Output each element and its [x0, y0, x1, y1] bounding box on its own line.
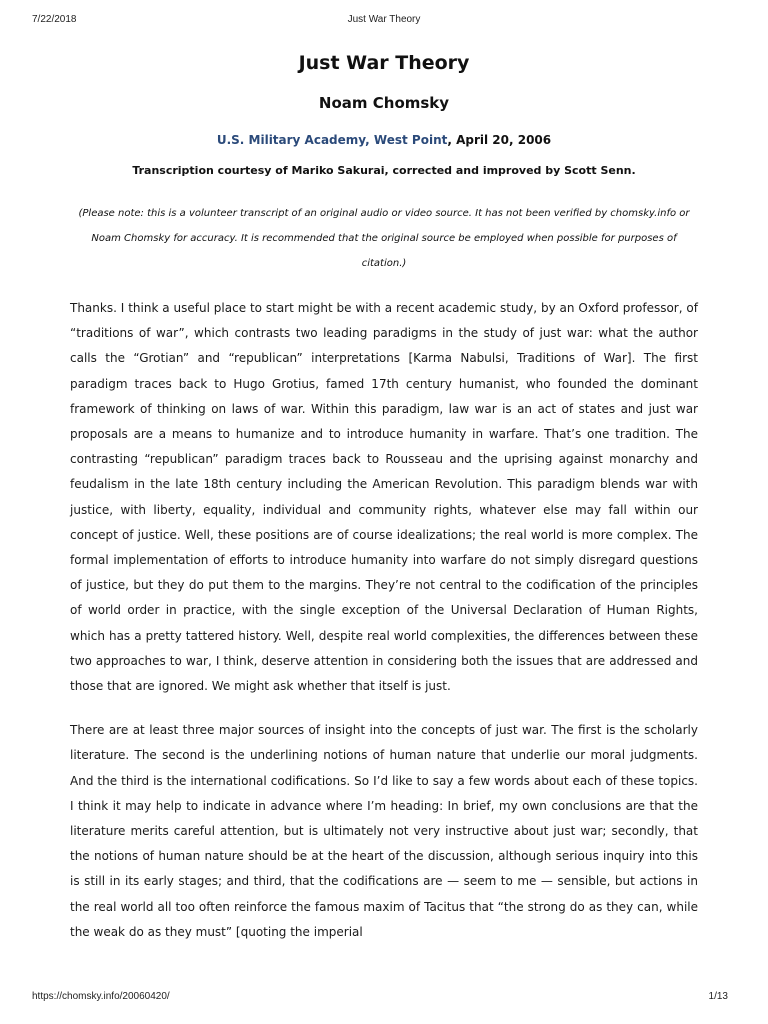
transcription-credit: Transcription courtesy of Mariko Sakurai, corrected and improved by Scott Senn.: [132, 164, 636, 177]
transcript-note: (Please note: this is a volunteer transcript of an original audio or video source. It has not been verified by chomsky.info or Noam Chomsky for accuracy. It is recommended that the original source be employed when possible for purposes of citation.): [78, 208, 690, 269]
article-venue: [70, 130, 698, 150]
print-date: 7/22/2018: [32, 14, 77, 25]
print-url: https://chomsky.info/20060420/: [32, 991, 170, 1002]
print-footer: [0, 991, 768, 1007]
venue-link[interactable]: U.S. Military Academy, West Point: [216, 133, 448, 147]
article: [70, 44, 698, 945]
body-paragraph: There are at least three major sources of insight into the concepts of just war. The first is the scholarly literature. The second is the underlining notions of human nature that underlie our moral judgments. And the third is the international codifications. So I’d like to say a few words about each of these topics. I think it may help to indicate in advance where I’m heading: In brief, my own conclusions are that the literature merits careful attention, but is ultimately not very instructive about just war; secondly, that the notions of human nature should be at the heart of the discussion, although serious inquiry into this is still in its early stages; and third, that the codifications are — seem to me — sensible, but actions in the real world all too often reinforce the famous maxim of Tacitus that “the strong do as they can, while the weak do as they must” [quoting the imperial: [70, 723, 698, 939]
body-paragraph: Thanks. I think a useful place to start might be with a recent academic study, by an Oxford professor, of “traditions of war”, which contrasts two leading paradigms in the study of just war: what the author calls the “Grotian” and “republican” interpretations [Karma Nabulsi, Traditions of War]. The first paradigm traces back to Hugo Grotius, famed 17th century humanist, who founded the dominant framework of thinking on laws of war. Within this paradigm, law war is an act of states and just war proposals are a means to humanize and to introduce humanity in warfare. That’s one tradition. The contrasting “republican” paradigm traces back to Rousseau and the uprising against monarchy and feudalism in the late 18th century including the American Revolution. This paradigm blends war with justice, with liberty, equality, individual and community rights, whatever else may fall within our concept of justice. Well, these positions are of course idealizations; the real world is more complex. The formal implementation of efforts to introduce humanity into warfare do not simply disregard questions of justice, but they do put them to the margins. They’re not central to the codification of the principles of world order in practice, with the single exception of the Universal Declaration of Human Rights, which has a pretty tattered history. Well, despite real world complexities, the differences between these two approaches to war, I think, deserve attention in considering both the issues that are addressed and those that are ignored. We might ask whether that itself is just.: [70, 301, 698, 694]
print-header: [0, 14, 768, 30]
print-page-title: Just War Theory: [347, 14, 421, 25]
article-author: Noam Chomsky: [318, 94, 450, 112]
venue-date: , April 20, 2006: [447, 133, 552, 147]
article-title: Just War Theory: [298, 52, 470, 74]
page-number: 1/13: [708, 991, 728, 1002]
